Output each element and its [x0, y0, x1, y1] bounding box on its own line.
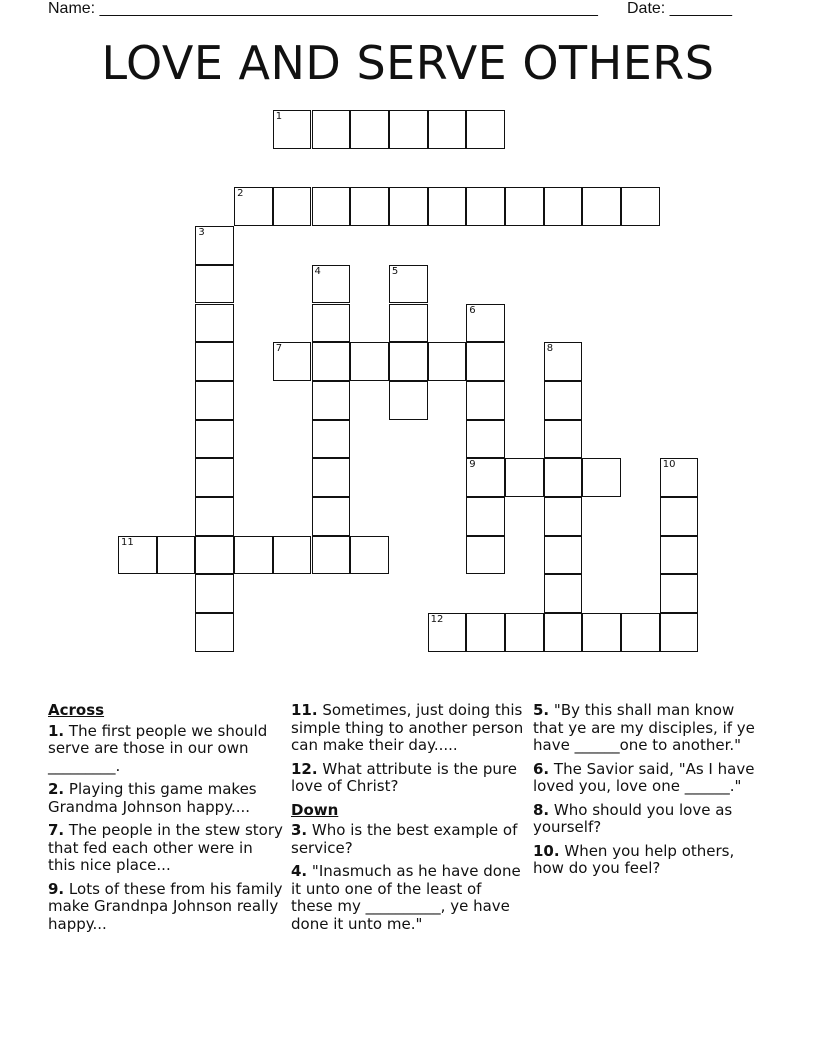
clue-text: Who should you love as yourself? [533, 800, 733, 836]
grid-cell[interactable] [660, 497, 699, 536]
date-field-label: Date: _______ [627, 0, 732, 17]
clue-text: Playing this game makes Grandma Johnson happy.... [48, 780, 257, 816]
grid-cell[interactable] [312, 497, 351, 536]
grid-cell[interactable] [466, 381, 505, 420]
clue-down-6 [533, 761, 769, 796]
clue-number-label: 10 [662, 459, 676, 471]
grid-cell[interactable] [582, 187, 621, 226]
grid-cell[interactable] [544, 381, 583, 420]
clue-number-label: 7 [275, 343, 283, 355]
grid-cell[interactable] [118, 536, 157, 575]
clue-text: The people in the stew story that fed each other were in this nice place... [48, 821, 283, 874]
clue-number: 12. [291, 759, 318, 778]
grid-cell[interactable] [273, 187, 312, 226]
grid-cell[interactable] [350, 342, 389, 381]
clue-across-9 [48, 881, 284, 934]
grid-cell[interactable] [195, 226, 234, 265]
clue-across-2 [48, 781, 284, 816]
grid-cell[interactable] [312, 110, 351, 149]
clue-text: Sometimes, just doing this simple thing to another person can make their day..... [291, 701, 524, 754]
grid-cell[interactable] [195, 381, 234, 420]
clue-number: 6. [533, 759, 550, 778]
clue-number-label: 11 [121, 536, 134, 548]
grid-cell[interactable] [582, 458, 621, 497]
grid-cell[interactable] [195, 265, 234, 304]
down-heading: Down [291, 800, 339, 819]
puzzle-title: LOVE AND SERVE OTHERS [101, 36, 715, 90]
grid-cell[interactable] [466, 187, 505, 226]
clue-number-label: 3 [198, 227, 205, 239]
grid-cell[interactable] [312, 265, 351, 304]
clue-across-1 [48, 723, 284, 776]
grid-cell[interactable] [350, 187, 389, 226]
grid-cell[interactable] [544, 574, 583, 613]
grid-cell[interactable] [466, 613, 505, 652]
grid-cell[interactable] [195, 497, 234, 536]
grid-cell[interactable] [466, 110, 505, 149]
clue-number: 9. [48, 879, 65, 898]
grid-cell[interactable] [234, 536, 273, 575]
grid-cell[interactable] [312, 187, 351, 226]
grid-cell[interactable] [544, 420, 583, 459]
name-field-label: Name: ________________________________________________________ [48, 0, 598, 17]
grid-cell[interactable] [312, 420, 351, 459]
grid-cell[interactable] [234, 187, 273, 226]
clue-number-label: 8 [546, 343, 554, 355]
grid-cell[interactable] [389, 187, 428, 226]
clue-text: Who is the best example of service? [291, 821, 518, 857]
clue-number-label: 2 [237, 188, 244, 200]
clue-text: "By this shall man know that ye are my disciples, if ye have ______one to another." [533, 701, 755, 754]
clue-number: 4. [291, 862, 308, 880]
grid-cell[interactable] [428, 187, 467, 226]
grid-cell[interactable] [195, 304, 234, 343]
grid-cell[interactable] [195, 613, 234, 652]
grid-cell[interactable] [660, 536, 699, 575]
clue-number: 3. [291, 821, 308, 839]
grid-cell[interactable] [428, 342, 467, 381]
grid-cell[interactable] [312, 536, 351, 575]
clue-text: The Savior said, "As I have loved you, love one ______." [533, 759, 755, 795]
grid-cell[interactable] [466, 342, 505, 381]
grid-cell[interactable] [389, 304, 428, 343]
grid-cell[interactable] [195, 574, 234, 613]
grid-cell[interactable] [544, 613, 583, 652]
grid-cell[interactable] [544, 342, 583, 381]
grid-cell[interactable] [505, 458, 544, 497]
grid-cell[interactable] [350, 536, 389, 575]
clue-down-5 [533, 702, 769, 755]
grid-cell[interactable] [389, 342, 428, 381]
grid-cell[interactable] [505, 613, 544, 652]
grid-cell[interactable] [428, 613, 467, 652]
clue-number-label: 5 [391, 265, 399, 277]
grid-cell[interactable] [312, 458, 351, 497]
clue-down-10 [533, 843, 769, 878]
grid-cell[interactable] [582, 613, 621, 652]
grid-cell[interactable] [660, 613, 699, 652]
clue-across-12 [291, 761, 527, 796]
clue-number: 7. [48, 821, 65, 839]
grid-cell[interactable] [195, 536, 234, 575]
grid-cell[interactable] [428, 110, 467, 149]
grid-cell[interactable] [660, 574, 699, 613]
grid-cell[interactable] [273, 536, 312, 575]
clue-text: Lots of these from his family make Grandnpa Johnson really happy... [48, 879, 283, 933]
grid-cell[interactable] [389, 110, 428, 149]
clue-down-3 [291, 822, 527, 857]
clue-down-4 [291, 863, 527, 933]
grid-cell[interactable] [505, 187, 544, 226]
grid-cell[interactable] [273, 110, 312, 149]
grid-cell[interactable] [466, 420, 505, 459]
clues-column-3 [533, 702, 769, 884]
grid-cell[interactable] [621, 613, 660, 652]
clue-across-11 [291, 702, 527, 755]
grid-cell[interactable] [660, 458, 699, 497]
clue-number: 1. [48, 721, 65, 740]
grid-cell[interactable] [466, 458, 505, 497]
clue-text: "Inasmuch as he have done it unto one of the least of these my __________, ye have done it unto me." [291, 862, 521, 933]
clue-number: 10. [533, 841, 560, 860]
clue-number: 2. [48, 780, 65, 798]
grid-cell[interactable] [312, 381, 351, 420]
clue-number-label: 1 [275, 111, 283, 122]
clue-number-label: 9 [469, 459, 476, 471]
clue-number: 5. [533, 701, 550, 719]
clue-text: What attribute is the pure love of Christ? [291, 759, 517, 795]
across-heading: Across [48, 701, 105, 719]
grid-cell[interactable] [157, 536, 196, 575]
clue-number: 11. [291, 701, 318, 719]
clue-number-label: 6 [469, 304, 476, 316]
grid-cell[interactable] [312, 304, 351, 343]
grid-cell[interactable] [312, 342, 351, 381]
clue-down-8 [533, 802, 769, 837]
clue-text: The first people we should serve are those in our own _________. [48, 721, 268, 775]
grid-cell[interactable] [350, 110, 389, 149]
grid-cell[interactable] [544, 536, 583, 575]
clues-column-1 [48, 702, 284, 939]
clue-number-label: 12 [430, 614, 444, 626]
grid-cell[interactable] [389, 381, 428, 420]
grid-cell[interactable] [544, 458, 583, 497]
clue-across-7 [48, 822, 284, 875]
grid-cell[interactable] [195, 342, 234, 381]
clue-number: 8. [533, 800, 550, 819]
clue-number-label: 4 [314, 265, 321, 277]
grid-cell[interactable] [544, 187, 583, 226]
grid-cell[interactable] [195, 458, 234, 497]
grid-cell[interactable] [195, 420, 234, 459]
grid-cell[interactable] [466, 304, 505, 343]
clues-column-2 [291, 702, 527, 939]
grid-cell[interactable] [621, 187, 660, 226]
grid-cell[interactable] [544, 497, 583, 536]
grid-cell[interactable] [466, 497, 505, 536]
grid-cell[interactable] [273, 342, 312, 381]
grid-cell[interactable] [466, 536, 505, 575]
clue-text: When you help others, how do you feel? [533, 841, 735, 877]
grid-cell[interactable] [389, 265, 428, 304]
